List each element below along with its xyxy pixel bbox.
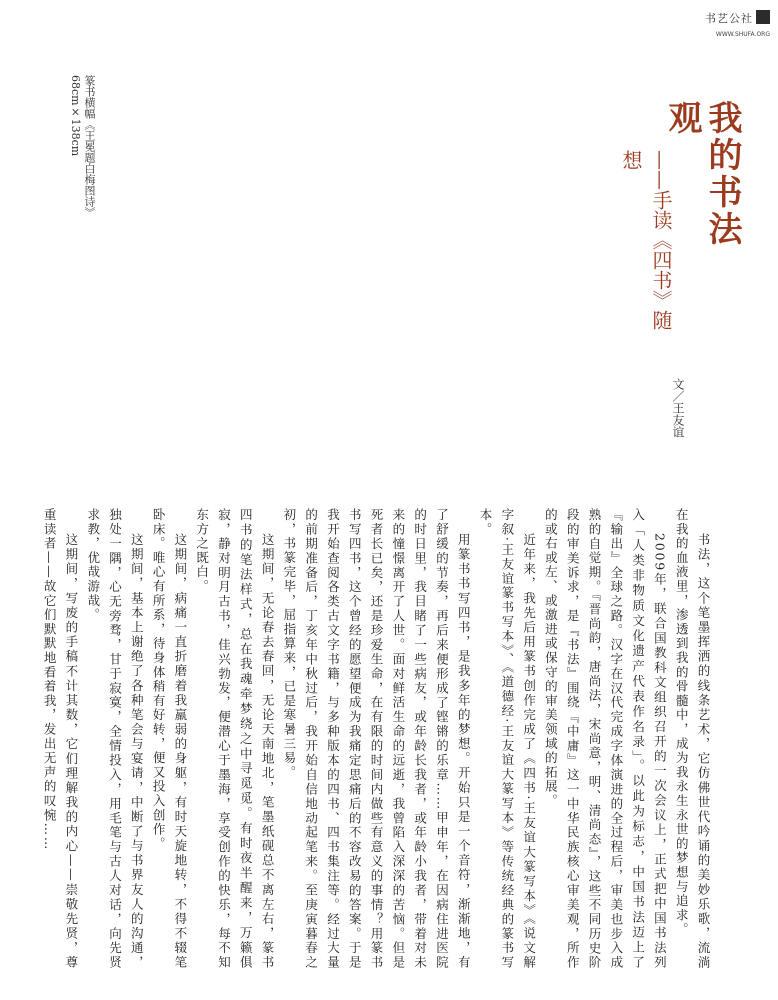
article-author: 文／王友谊 <box>671 378 685 438</box>
paragraph: 这期间，无论春去春回，无论天南地北，笔墨纸砚总不离左右，篆书四书的笔法样式，总在我魂牵梦绕之中寻觅觅。有时夜半醒来，万籁俱寂，静对明月古书，佳兴勃发，便潜心于墨海，享受创作的快乐，每不知东方之既白。 <box>194 508 276 970</box>
caption-size: 68cm×138cm <box>69 75 82 157</box>
caption-title: 篆书横幅《王冕题白梅图诗》 <box>83 75 96 218</box>
paragraph: 用篆书书写四书，是我多年的梦想。开始只是一个音符，渐渐地，有了舒缓的节奏，再后来便形成了铿锵的乐章……甲申年，在因病住进医院的时日里，我目睹了一些病友，或年龄长我者，或年龄小我者，带着对未来的憧憬离开了人世。面对鲜活生命的远逝，我曾陷入深深的苦恼。但是死者长已矣，还是珍爱生命，在有限的时间内做些有意义的事情？用篆书书写四书，这个曾经的愿望便成为我痛定思痛后的不容改易的答案。于是我开始查阅各类古文字书籍，与多种版本的四书、四书集注等。经过大量的前期准备后，丁亥年中秋过后，我开始自信地动起笔来。至庚寅暮春之初，书篆完毕，屈指算来，已是寒暑三易。 <box>281 508 472 970</box>
site-watermark-logo <box>698 10 770 44</box>
paragraph: 2009年，联合国教科文组织召开的一次会议上，正式把中国书法列入「人类非物质文化遗产代表作名录」。以此为标志，中国书法迈上了『输出』全球之路。汉字在汉代完成字体演进的全过程后，审美也步入成熟的自觉期。『晋尚韵，唐尚法，宋尚意，明、清尚态』，这些不同历史阶段的审美诉求，是『书法』围绕『中庸』这一中华民族核心审美观，所作的或右或左、或激进或保守的审美领域的拓展。 <box>543 508 668 970</box>
paragraph: 这期间，基本上谢绝了各种笔会与宴请，中断了与书界友人的沟通，独处一隅，心无旁骛，甘于寂寞，全情投入，用毛笔与古人对话，向先贤求教，优哉游哉。 <box>85 508 145 970</box>
artwork-caption <box>68 75 96 255</box>
article-title: 我的书法观 <box>662 100 742 248</box>
article-subtitle: ——手读《四书》随想 <box>619 150 673 330</box>
paragraph: 这期间，写废的手稿不计其数，它们理解我的内心——崇敬先贤，尊重读者——故它们默默地看着我，发出无声的叹惋…… <box>42 508 79 970</box>
logo-seal-icon <box>756 10 770 24</box>
paragraph: 书法，这个笔墨挥洒的线条艺术，它仿佛世代吟诵的美妙乐歌，流淌在我的血液里，渗透到我的骨髓中，成为我永生永世的梦想与追求。 <box>674 508 711 970</box>
logo-url: WWW.SHUFA.ORG <box>715 31 770 38</box>
logo-calligraphy: 书艺公社 <box>705 12 753 25</box>
paragraph: 近年来，我先后用篆书创作完成了《四书·王友谊大篆写本》《说文解字叙·王友谊篆书写本》、《道德经·王友谊大篆写本》等传统经典的篆书写本。 <box>478 508 537 970</box>
paragraph: 这期间，病痛一直折磨着我羸弱的身躯，有时天旋地转，不得不辍笔卧床。唯心有所系，待身体稍有好转，便又投入创作。 <box>151 508 188 970</box>
article-body <box>42 508 714 970</box>
